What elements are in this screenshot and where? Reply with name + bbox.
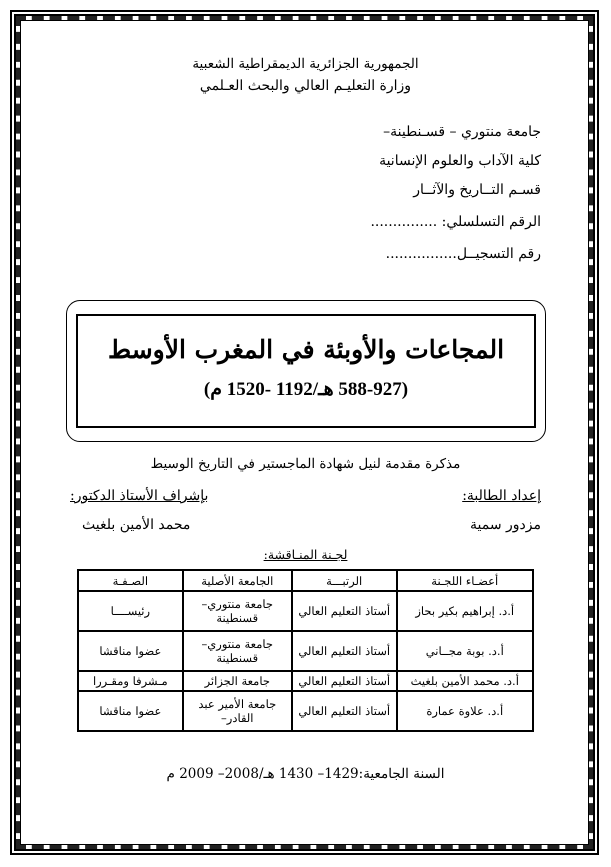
member-university: جامعة الأمير عبد القادر– bbox=[183, 691, 292, 731]
student-label: إعداد الطالبة: bbox=[462, 488, 541, 504]
table-row bbox=[78, 671, 533, 691]
table-row bbox=[78, 591, 533, 631]
header-role: الصـفـة bbox=[78, 570, 183, 591]
university-name: جامعة منتوري – قسـنطينة– bbox=[383, 124, 541, 140]
member-university: جامعة منتوري– قسنطينة bbox=[183, 591, 292, 631]
member-rank: أستاذ التعليم العالي bbox=[292, 591, 397, 631]
table-row bbox=[78, 631, 533, 671]
member-role: عضوا مناقشا bbox=[78, 691, 183, 731]
academic-year: السنة الجامعية:1429– 1430 هـ/2008– 2009 م bbox=[166, 766, 445, 782]
member-role: مـشرفا ومقـررا bbox=[78, 671, 183, 691]
republic-name: الجمهورية الجزائرية الديمقراطية الشعبية bbox=[192, 56, 419, 72]
supervisor-name: محمد الأمين بلغيث bbox=[82, 517, 191, 533]
committee-label: لجـنة المنـاقشة: bbox=[263, 547, 348, 562]
thesis-dates: (588-927 هـ/1192 -1520 م) bbox=[203, 379, 409, 400]
serial-number: الرقم التسلسلي: ............... bbox=[370, 214, 541, 230]
thesis-title: المجاعات والأوبئة في المغرب الأوسط bbox=[107, 335, 505, 364]
header-university: الجامعة الأصلية bbox=[183, 570, 292, 591]
member-name: أ.د. بوبة مجــاني bbox=[397, 631, 534, 671]
member-role: رئيســــا bbox=[78, 591, 183, 631]
member-name: أ.د. محمد الأمين بلغيث bbox=[397, 671, 534, 691]
member-role: عضوا مناقشا bbox=[78, 631, 183, 671]
student-name: مزدور سمية bbox=[470, 517, 541, 533]
registration-number: رقم التسجيــل................ bbox=[385, 246, 541, 262]
header-members: أعضـاء اللجـنة bbox=[397, 570, 534, 591]
committee-table bbox=[77, 569, 534, 732]
member-rank: أستاذ التعليم العالي bbox=[292, 671, 397, 691]
member-university: جامعة الجزائر bbox=[183, 671, 292, 691]
table-row bbox=[78, 691, 533, 731]
memo-description: مذكرة مقدمة لنيل شهادة الماجستير في التاريخ الوسيط bbox=[150, 456, 461, 472]
member-rank: أستاذ التعليم العالي bbox=[292, 691, 397, 731]
ministry-name: وزارة التعليـم العالي والبحث العـلمي bbox=[199, 78, 412, 94]
table-header-row bbox=[78, 570, 533, 591]
supervisor-label: بإشراف الأستاذ الدكتور: bbox=[70, 488, 209, 504]
title-box bbox=[76, 314, 536, 428]
member-university: جامعة منتوري– قسنطينة bbox=[183, 631, 292, 671]
member-name: أ.د. علاوة عمارة bbox=[397, 691, 534, 731]
faculty-name: كلية الآداب والعلوم الإنسانية bbox=[379, 153, 541, 169]
header-rank: الرتبـــة bbox=[292, 570, 397, 591]
department-name: قسـم التــاريخ والآثــار bbox=[413, 182, 541, 198]
member-name: أ.د. إبراهيم بكير بحاز bbox=[397, 591, 534, 631]
member-rank: أستاذ التعليم العالي bbox=[292, 631, 397, 671]
